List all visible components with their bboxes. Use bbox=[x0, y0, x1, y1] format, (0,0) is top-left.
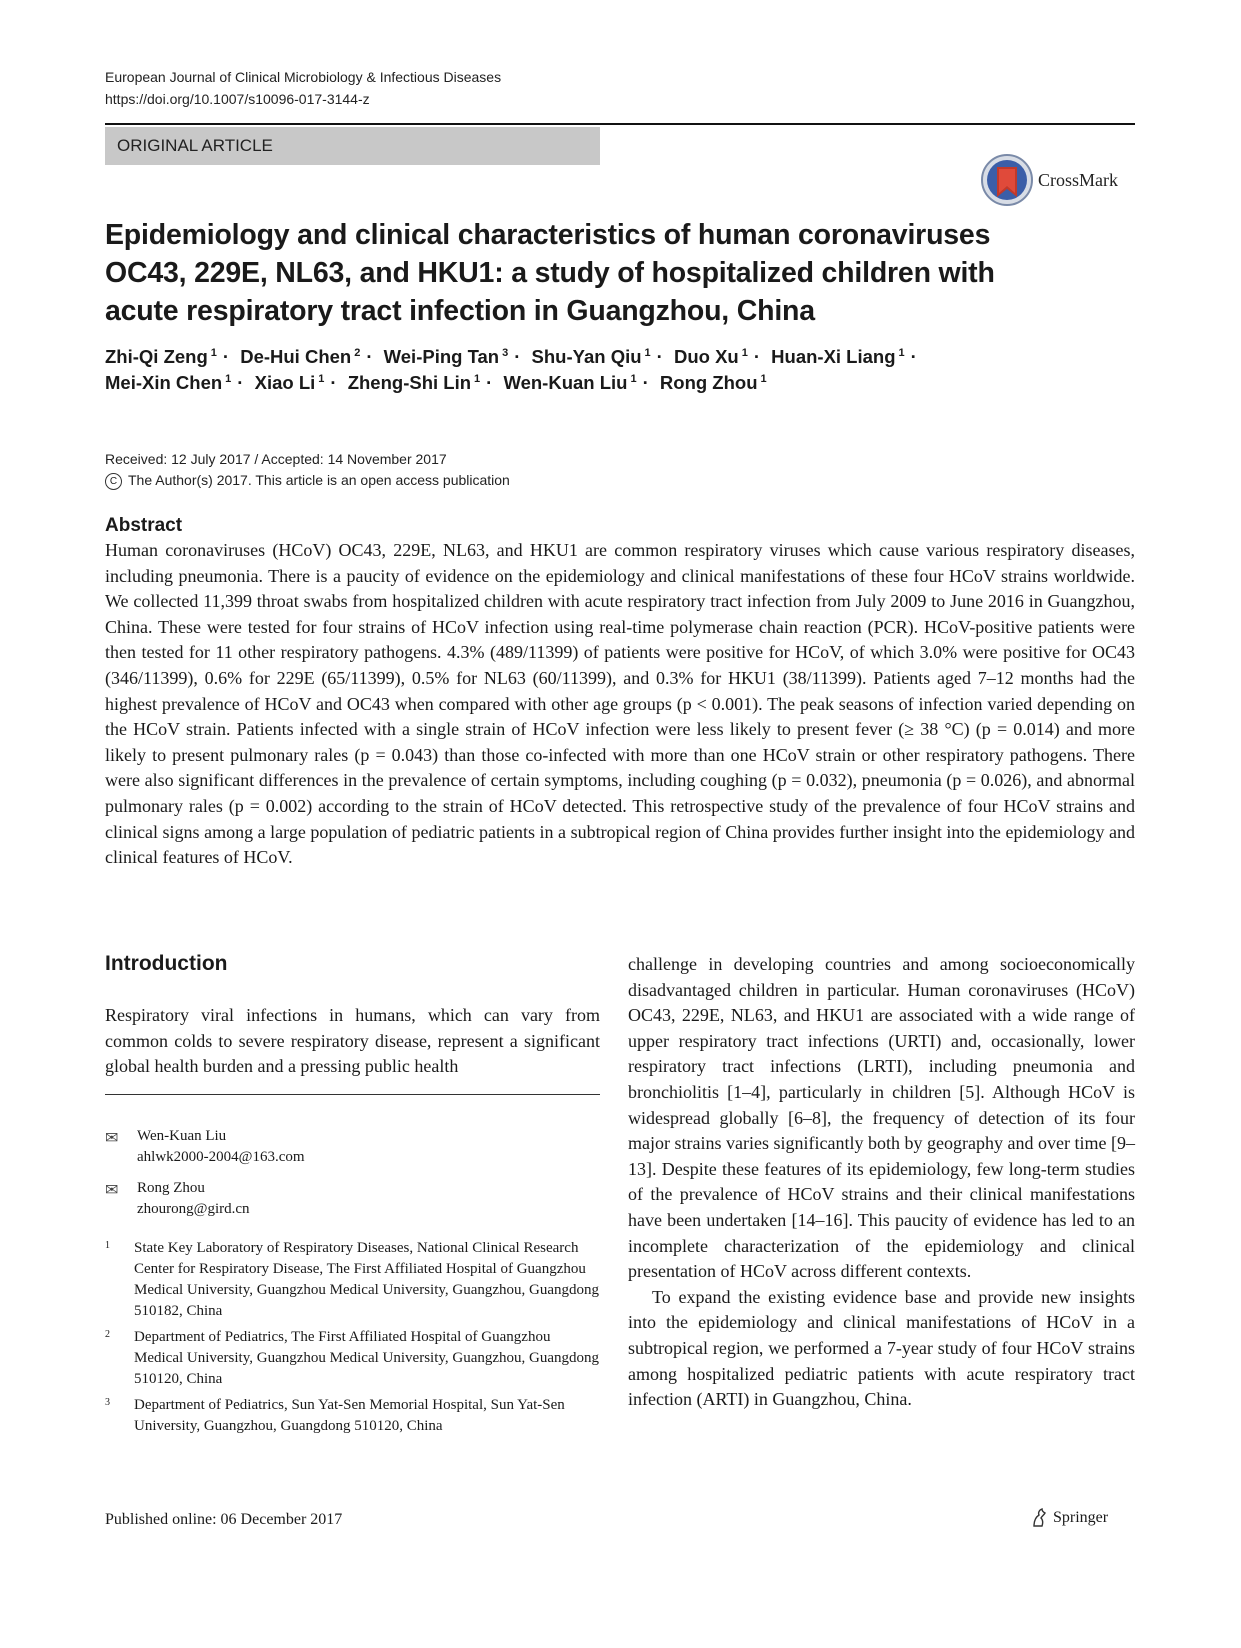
author-separator: · bbox=[222, 346, 230, 367]
author-name[interactable]: De-Hui Chen bbox=[240, 346, 352, 367]
copyright-text: The Author(s) 2017. This article is an open access publication bbox=[128, 472, 510, 488]
contact-entry bbox=[105, 1126, 305, 1168]
header-rule bbox=[105, 123, 1135, 125]
journal-header bbox=[105, 66, 501, 110]
contact-entry bbox=[105, 1178, 250, 1220]
publisher-logo bbox=[1030, 1508, 1108, 1528]
author-separator: · bbox=[642, 372, 649, 393]
contact-name: Wen-Kuan Liu bbox=[137, 1128, 227, 1144]
affiliation-number: 2 bbox=[105, 1329, 110, 1340]
contact-email[interactable]: ahlwk2000-2004@163.com bbox=[137, 1149, 305, 1165]
author-affiliation-marker: 1 bbox=[210, 346, 217, 359]
doi-link[interactable]: https://doi.org/10.1007/s10096-017-3144-z bbox=[105, 91, 370, 107]
author-name[interactable]: Wen-Kuan Liu bbox=[503, 372, 628, 393]
article-title: Epidemiology and clinical characteristics of human coronaviruses OC43, 229E, NL63, and HKU1: a study of hospitalized children with acute respiratory tract infection in Guangzhou, China bbox=[105, 219, 995, 327]
affiliation-entry bbox=[105, 1395, 600, 1437]
affiliation-text: Department of Pediatrics, The First Affiliated Hospital of Guangzhou Medical University, Guangzhou Medical University, Guangzhou, Guangdong 510120, China bbox=[134, 1329, 600, 1387]
author-affiliation-marker: 3 bbox=[502, 346, 509, 359]
envelope-icon: ✉ bbox=[105, 1182, 119, 1199]
author-affiliation-marker: 1 bbox=[474, 372, 481, 385]
affiliation-text: Department of Pediatrics, Sun Yat-Sen Memorial Hospital, Sun Yat-Sen University, Guangzhou, Guangdong 510120, China bbox=[134, 1397, 565, 1434]
envelope-icon: ✉ bbox=[105, 1130, 119, 1147]
journal-name: European Journal of Clinical Microbiology & Infectious Diseases bbox=[105, 69, 502, 85]
published-date: Published online: 06 December 2017 bbox=[105, 1511, 343, 1528]
author-name[interactable]: Duo Xu bbox=[673, 346, 739, 367]
author-name[interactable]: Huan-Xi Liang bbox=[771, 346, 896, 367]
abstract-heading: Abstract bbox=[105, 515, 183, 536]
crossmark-badge[interactable] bbox=[980, 152, 1118, 208]
author-affiliation-marker: 1 bbox=[225, 372, 232, 385]
introduction-column-2 bbox=[628, 952, 1135, 1413]
received-accepted-dates: Received: 12 July 2017 / Accepted: 14 November 2017 bbox=[105, 451, 447, 467]
author-name[interactable]: Wei-Ping Tan bbox=[383, 346, 500, 367]
author-affiliation-marker: 1 bbox=[630, 372, 637, 385]
article-dates bbox=[105, 449, 510, 491]
footnote-rule bbox=[105, 1094, 600, 1095]
author-separator: · bbox=[237, 372, 244, 393]
affiliation-entry bbox=[105, 1327, 600, 1390]
author-name[interactable]: Mei-Xin Chen bbox=[105, 372, 223, 393]
introduction-paragraph: To expand the existing evidence base and provide new insights into the epidemiology and clinical manifestations of HCoV in a subtropical region, we performed a 7-year study of four HCoV strains among hospitalized pediatric patients with acute respiratory tract infection (ARTI) in Guangzhou, China. bbox=[628, 1286, 1135, 1410]
author-separator: · bbox=[910, 346, 917, 367]
author-affiliation-marker: 1 bbox=[318, 372, 325, 385]
introduction-paragraph: challenge in developing countries and among socioeconomically disadvantaged children in particular. Human coronaviruses (HCoV) OC43, 229E, NL63, and HKU1 are associated with a wide range of upper respiratory tract infections (URTI) and, occasionally, lower respiratory tract infections (LRTI), including pneumonia and bronchiolitis [1–4], particularly in children [5]. Although HCoV is widespread globally [6–8], the frequency of detection of its four major strains varies significantly both by geography and over time [9–13]. Despite these features of its epidemiology, few long-term studies of the prevalence of HCoV strains and their clinical manifestations have been undertaken [14–16]. This paucity of evidence has led to an incomplete characterization of the epidemiology and clinical presentation of HCoV across different contexts. bbox=[628, 954, 1135, 1282]
affiliation-number: 1 bbox=[105, 1240, 110, 1251]
author-list-line-2 bbox=[105, 372, 767, 394]
author-name[interactable]: Rong Zhou bbox=[659, 372, 758, 393]
author-list-line-1 bbox=[105, 346, 923, 368]
publisher-name: Springer bbox=[1053, 1509, 1109, 1526]
affiliation-entry bbox=[105, 1238, 600, 1322]
author-separator: · bbox=[514, 346, 521, 367]
author-separator: · bbox=[366, 346, 373, 367]
author-separator: · bbox=[486, 372, 493, 393]
author-affiliation-marker: 2 bbox=[354, 346, 361, 359]
contact-name: Rong Zhou bbox=[137, 1180, 205, 1196]
abstract-body: Human coronaviruses (HCoV) OC43, 229E, NL63, and HKU1 are common respiratory viruses which cause various respiratory diseases, including pneumonia. There is a paucity of evidence on the epidemiology and clinical manifestations of these four HCoV strains worldwide. We collected 11,399 throat swabs from hospitalized children with acute respiratory tract infection from July 2009 to June 2016 in Guangzhou, China. These were tested for four strains of HCoV infection using real-time polymerase chain reaction (PCR). HCoV-positive patients were then tested for 11 other respiratory pathogens. 4.3% (489/11399) of patients were positive for HCoV, of which 3.0% were positive for OC43 (346/11399), 0.6% for 229E (65/11399), 0.5% for NL63 (60/11399), and 0.3% for HKU1 (38/11399). Patients aged 7–12 months had the highest prevalence of HCoV and OC43 when compared with other age groups (p < 0.001). The peak seasons of infection varied depending on the HCoV strain. Patients infected with a single strain of HCoV infection were less likely to present fever (≥ 38 °C) (p = 0.014) and more likely to present pulmonary rales (p = 0.043) than those co-infected with more than one HCoV strain or other respiratory pathogens. There were also significant differences in the prevalence of certain symptoms, including coughing (p = 0.032), pneumonia (p = 0.026), and abnormal pulmonary rales (p = 0.002) according to the strain of HCoV detected. This retrospective study of the prevalence of four HCoV strains and clinical signs among a large population of pediatric patients in a subtropical region of China provides further insight into the epidemiology and clinical features of HCoV. bbox=[105, 540, 1135, 868]
affiliation-text: State Key Laboratory of Respiratory Diseases, National Clinical Research Center for Respiratory Disease, The First Affiliated Hospital of Guangzhou Medical University, Guangzhou Medical University, Guangzhou, Guangdong 510182, China bbox=[134, 1240, 600, 1319]
author-name[interactable]: Zheng-Shi Lin bbox=[347, 372, 472, 393]
crossmark-label: CrossMark bbox=[1038, 169, 1118, 190]
contact-email[interactable]: zhourong@gird.cn bbox=[137, 1201, 250, 1217]
author-separator: · bbox=[330, 372, 337, 393]
author-name[interactable]: Zhi-Qi Zeng bbox=[105, 346, 208, 367]
crossmark-icon bbox=[980, 153, 1034, 207]
introduction-column-1: Respiratory viral infections in humans, which can vary from common colds to severe respiratory disease, represent a significant global health burden and a pressing public health bbox=[105, 1005, 600, 1077]
springer-horse-icon bbox=[1030, 1508, 1048, 1528]
affiliation-number: 3 bbox=[105, 1397, 110, 1408]
copyright-icon: C bbox=[105, 473, 122, 490]
author-affiliation-marker: 1 bbox=[898, 346, 905, 359]
article-type-banner: ORIGINAL ARTICLE bbox=[105, 127, 600, 165]
author-affiliation-marker: 1 bbox=[644, 346, 651, 359]
copyright-line bbox=[105, 470, 510, 491]
author-name[interactable]: Shu-Yan Qiu bbox=[531, 346, 642, 367]
author-affiliation-marker: 1 bbox=[741, 346, 748, 359]
introduction-heading: Introduction bbox=[105, 952, 228, 975]
author-separator: · bbox=[656, 346, 663, 367]
author-name[interactable]: Xiao Li bbox=[254, 372, 316, 393]
author-affiliation-marker: 1 bbox=[760, 372, 767, 385]
author-separator: · bbox=[753, 346, 761, 367]
